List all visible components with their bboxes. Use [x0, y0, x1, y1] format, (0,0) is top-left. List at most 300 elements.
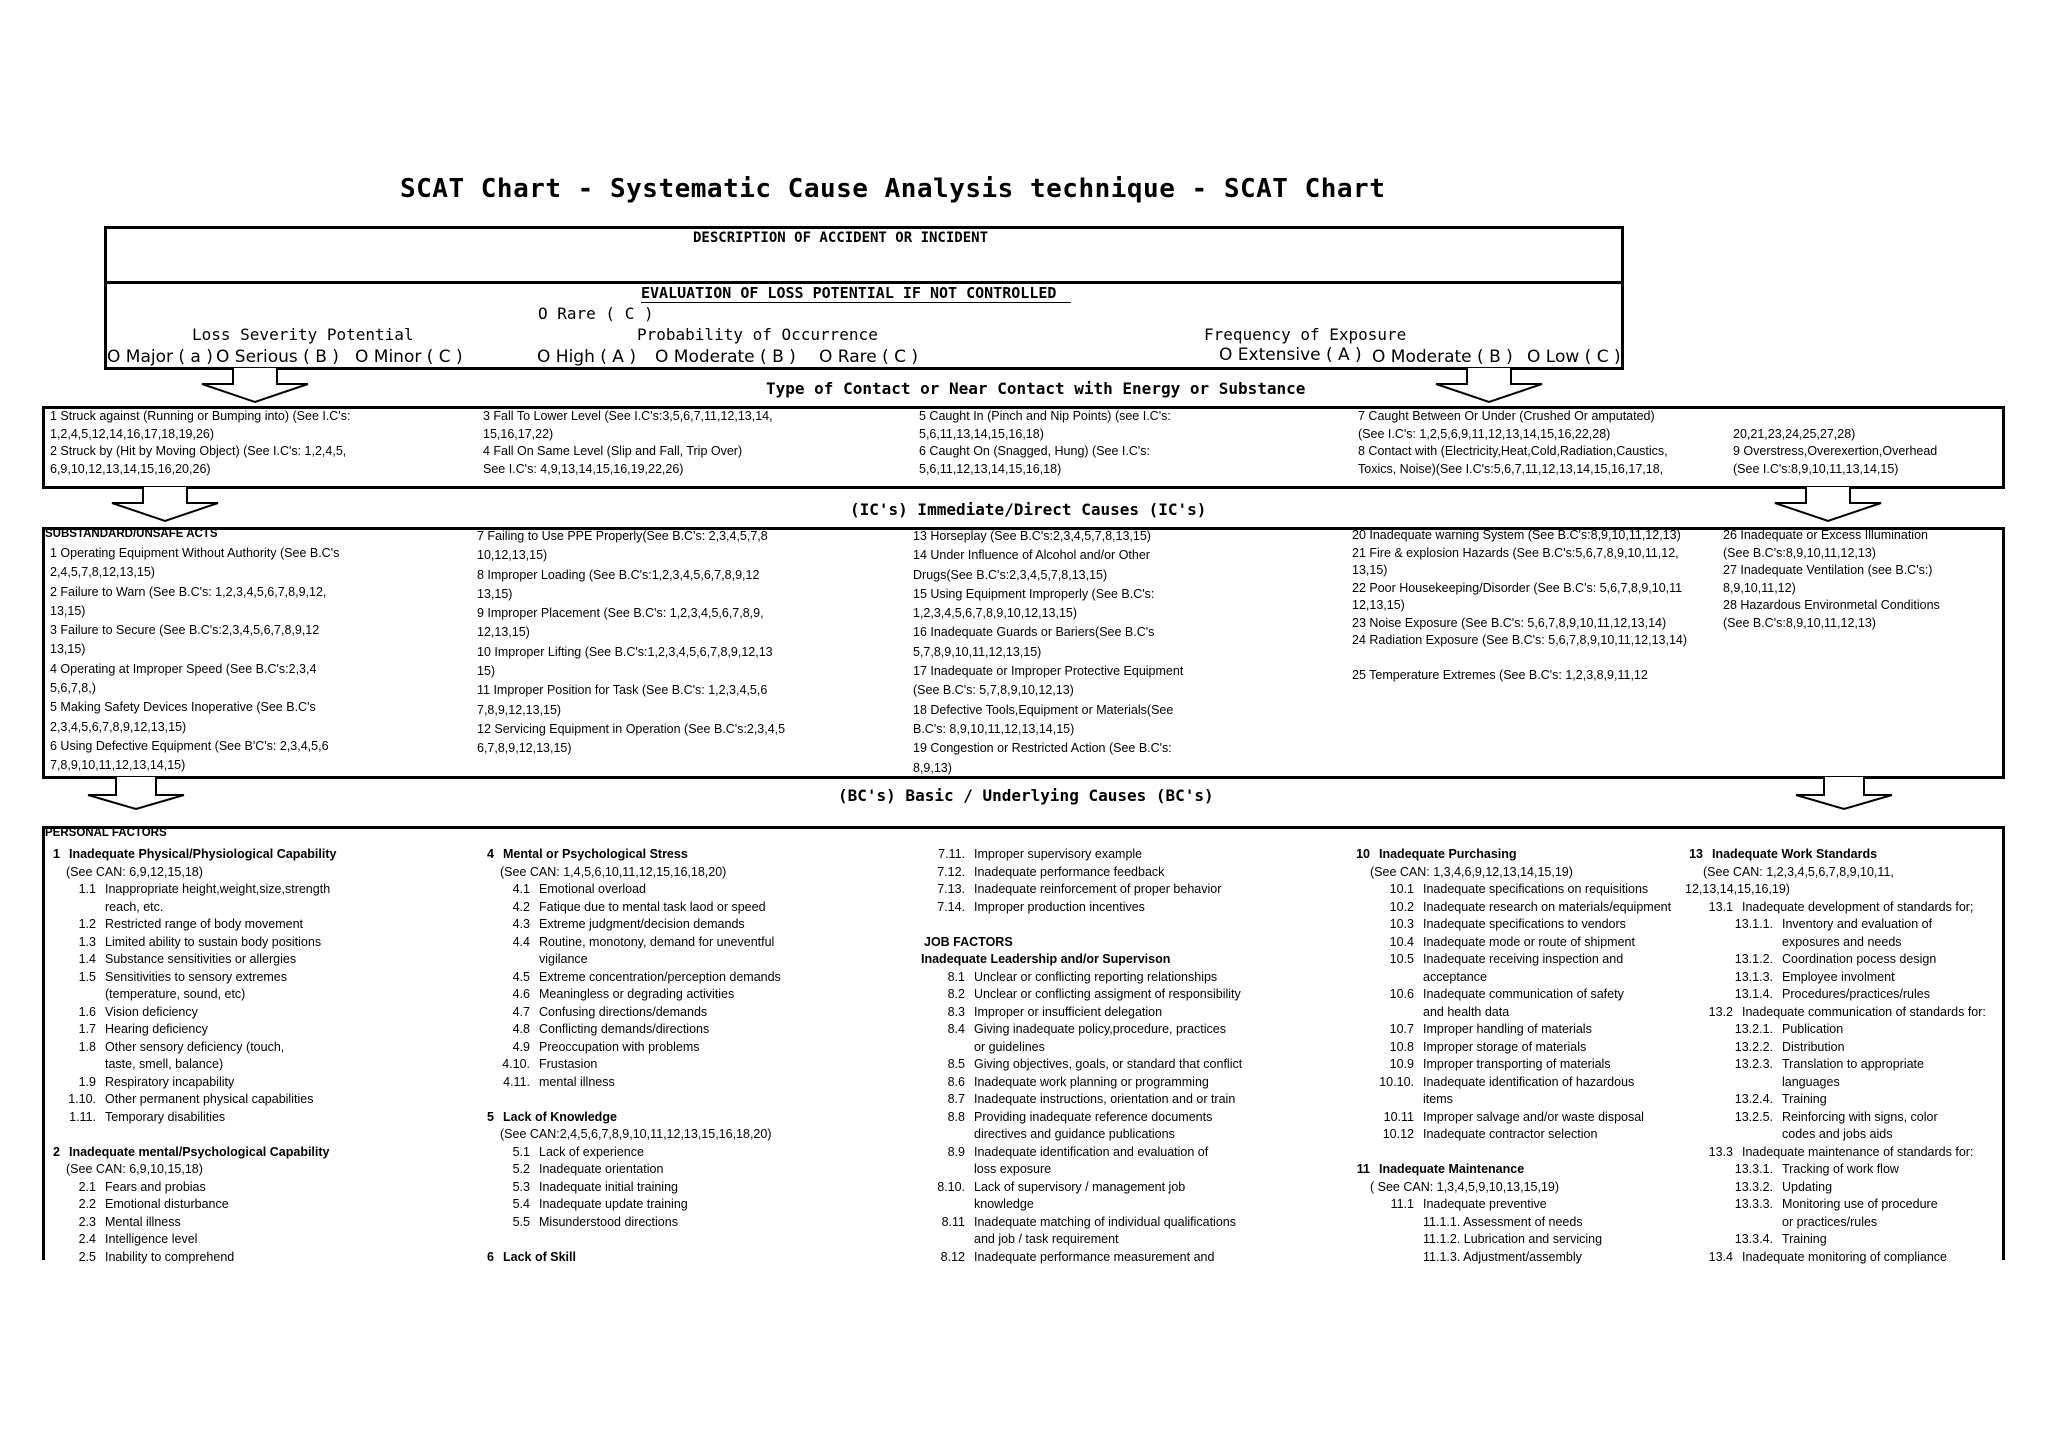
cause-item: [903, 1004, 1242, 1022]
cause-item: [1685, 1179, 1986, 1197]
cause-item: [482, 1056, 781, 1074]
cause-item: [482, 1161, 781, 1179]
evaluation-header: EVALUATION OF LOSS POTENTIAL IF NOT CONTROLLED: [641, 284, 1057, 302]
cause-item: [482, 864, 781, 882]
cause-item: [1685, 969, 1986, 987]
cause-item: [48, 1214, 336, 1232]
cause-item: [1685, 1126, 1986, 1144]
down-arrow-icon: [86, 777, 186, 811]
cause-item: [482, 1196, 781, 1214]
cause-text: Reinforcing with signs, color: [1782, 1109, 1938, 1124]
cause-text: Inadequate Work Standards: [1712, 847, 1878, 861]
cause-item: [903, 1231, 1242, 1249]
cause-item: [1685, 916, 1986, 934]
cause-number: 10.4: [1389, 934, 1414, 949]
cause-number: 2.4: [78, 1232, 96, 1246]
cause-text: Meaningless or degrading activities: [539, 987, 735, 1001]
probability-label: Probability of Occurrence: [637, 325, 878, 344]
cause-item: [482, 1126, 781, 1144]
cause-number: 6: [487, 1249, 494, 1264]
cause-text: Providing inadequate reference documents: [974, 1109, 1213, 1124]
contact-header: Type of Contact or Near Contact with Energy or Substance: [766, 379, 1306, 398]
cause-number: 1.9: [78, 1074, 96, 1089]
cause-number: 4.6: [512, 987, 530, 1001]
cause-number: 10.10.: [1379, 1074, 1414, 1089]
cause-item: [1685, 1196, 1986, 1214]
ic-column-2: 7 Failing to Use PPE Properly(See B.C's: 2,3,4,5,7,8 10,12,13,15) 8 Improper Loading (See B.C's:1,2,3,4,5,6,7,8,9,12 13,15) 9 Improper Placement (See B.C's: 1,2,3,4,5,6,7,8,9, 12,13,15) 10 Improper Lifting (See B.C's:1,2,3,4,5,6,7,8,9,12,13 15) 11 Improper Position for Task (See B.C's: 1,2,3,4,5,6 7,8,9,12,13,15) 12 Servicing Equipment in Operation (See B.C's:2,3,4,5 6,7,8,9,12,13,15): [477, 529, 786, 756]
cause-number: 4.7: [512, 1004, 530, 1019]
cause-number: 13.3.1.: [1734, 1162, 1773, 1176]
cause-text: Preoccupation with problems: [539, 1039, 700, 1054]
cause-number: 13.3.2.: [1734, 1179, 1773, 1194]
cause-item: [48, 1179, 336, 1197]
cause-text: acceptance: [1423, 969, 1487, 984]
cause-text: Inability to comprehend: [105, 1249, 235, 1264]
cause-item: [1685, 1249, 1986, 1267]
cause-number: 10.3: [1389, 917, 1414, 931]
cause-number: 1.4: [78, 952, 96, 966]
cause-number: 8.5: [947, 1057, 965, 1071]
evaluation-header-underline: [641, 302, 1071, 303]
cause-text: Publication: [1782, 1022, 1844, 1036]
cause-text: Lack of Skill: [503, 1249, 576, 1264]
cause-item: [1685, 846, 1986, 864]
cause-item: [482, 1231, 781, 1249]
cause-text: and health data: [1423, 1004, 1510, 1019]
cause-text: Inadequate identification of hazardous: [1423, 1074, 1635, 1089]
cause-item: [48, 1231, 336, 1249]
cause-number: 1: [53, 847, 60, 861]
cause-item: [48, 1004, 336, 1022]
cause-text: (See CAN: 1,2,3,4,5,6,7,8,9,10,11,: [1703, 864, 1894, 879]
cause-number: 13.2.5.: [1734, 1109, 1773, 1124]
bc-column-5: [1685, 846, 1986, 1266]
cause-number: 2.3: [78, 1214, 96, 1229]
cause-text: Inadequate development of standards for;: [1742, 899, 1974, 914]
cause-item: [1685, 1109, 1986, 1127]
cause-item: [1352, 969, 1671, 987]
down-arrow-icon: [1434, 368, 1544, 404]
cause-number: 8.8: [947, 1109, 965, 1124]
probability-option-moderate[interactable]: O Moderate ( B ): [655, 347, 796, 367]
cause-item: [1352, 1144, 1671, 1162]
ic-column-4: 20 Inadequate warning System (See B.C's:8,9,10,11,12,13) 21 Fire & explosion Hazards (See B.C's:5,6,7,8,9,10,11,12, 13,15) 22 Poor Housekeeping/Disorder (See B.C's: 5,6,7,8,9,10,11 12,13,15) 23 Noise Exposure (See B.C's: 5,6,7,8,9,10,11,12,13,14) 24 Radiation Exposure (See B.C's: 5,6,7,8,9,10,11,12,13,14) 25 Temperature Extremes (See B.C's: 1,2,3,8,9,11,12: [1352, 528, 1688, 682]
cause-text: 12,13,14,15,16,19): [1685, 882, 1790, 896]
cause-number: 8.1: [947, 969, 965, 984]
cause-item: [1352, 1196, 1671, 1214]
cause-text: Inadequate Physical/Physiological Capability: [69, 847, 337, 861]
cause-text: Extreme concentration/perception demands: [539, 969, 781, 984]
cause-number: 4.10.: [502, 1057, 530, 1071]
cause-text: Fatique due to mental task laod or speed: [539, 899, 766, 914]
cause-number: 5.5: [512, 1214, 530, 1229]
cause-item: [1685, 1144, 1986, 1162]
cause-text: Training: [1782, 1092, 1827, 1106]
cause-text: Inadequate receiving inspection and: [1423, 952, 1624, 966]
cause-number: 4.3: [512, 917, 530, 931]
cause-item: [903, 1021, 1242, 1039]
cause-item: [48, 1056, 336, 1074]
cause-item: [1352, 1039, 1671, 1057]
cause-item: [482, 1074, 781, 1092]
cause-text: Inadequate research on materials/equipment: [1423, 899, 1672, 914]
cause-text: or guidelines: [974, 1039, 1045, 1054]
cause-item: [1685, 986, 1986, 1004]
cause-number: 13.3: [1708, 1144, 1733, 1159]
cause-item: [482, 846, 781, 864]
cause-text: Inadequate specifications to vendors: [1423, 917, 1626, 931]
cause-number: 10.12: [1382, 1127, 1414, 1141]
cause-item: [1685, 934, 1986, 952]
contact-column-4: 7 Caught Between Or Under (Crushed Or amputated) (See I.C's: 1,2,5,6,9,11,12,13,14,15,16,22,28) 8 Contact with (Electricity,Heat,Cold,Radiation,Caustics, Toxics, Noise)(See I.C's:5,6,7,11,12,13,14,15,16,17,18,: [1358, 409, 1668, 476]
cause-number: 1.7: [78, 1022, 96, 1036]
cause-text: exposures and needs: [1782, 934, 1902, 949]
down-arrow-icon: [200, 368, 310, 404]
cause-number: 10.1: [1389, 882, 1414, 896]
cause-number: 1.5: [78, 969, 96, 984]
cause-item: [48, 916, 336, 934]
cause-item: [1352, 1249, 1671, 1267]
cause-item: [903, 899, 1242, 917]
cause-text: Employee involment: [1782, 969, 1895, 984]
cause-text: Inadequate orientation: [539, 1162, 664, 1176]
cause-text: Improper salvage and/or waste disposal: [1423, 1109, 1644, 1124]
cause-text: and job / task requirement: [974, 1232, 1119, 1246]
cause-text: Inappropriate height,weight,size,strength: [105, 882, 331, 896]
cause-number: 10.9: [1389, 1057, 1414, 1071]
cause-item: [903, 846, 1242, 864]
cause-item: [48, 1196, 336, 1214]
cause-item: [903, 1144, 1242, 1162]
cause-number: 4.9: [512, 1039, 530, 1054]
cause-item: [1352, 1021, 1671, 1039]
bc-column-2: [482, 846, 781, 1266]
cause-item: [1685, 1039, 1986, 1057]
cause-number: 11.1: [1390, 1197, 1414, 1211]
cause-text: Inadequate mental/Psychological Capability: [69, 1144, 330, 1159]
cause-number: 13.1.2.: [1734, 952, 1773, 966]
cause-text: Misunderstood directions: [539, 1214, 678, 1229]
cause-text: Inadequate matching of individual qualifications: [974, 1214, 1236, 1229]
cause-number: 8.3: [947, 1004, 965, 1019]
cause-number: 10.2: [1389, 899, 1414, 914]
cause-number: 13: [1689, 847, 1703, 861]
cause-text: Vision deficiency: [105, 1004, 198, 1019]
cause-text: Inadequate initial training: [539, 1179, 678, 1194]
cause-item: [48, 1109, 336, 1127]
cause-number: 10.6: [1389, 987, 1414, 1001]
cause-item: [1352, 1161, 1671, 1179]
cause-item: [1352, 1126, 1671, 1144]
cause-number: 8.6: [947, 1074, 965, 1089]
cause-text: Unclear or conflicting assigment of responsibility: [974, 987, 1241, 1001]
cause-number: 5: [487, 1109, 494, 1124]
cause-number: 13.2.2.: [1734, 1039, 1773, 1054]
cause-text: Limited ability to sustain body positions: [105, 934, 322, 949]
cause-text: Lack of experience: [539, 1144, 644, 1159]
cause-text: Confusing directions/demands: [539, 1004, 708, 1019]
cause-item: [1685, 1074, 1986, 1092]
cause-number: 10: [1356, 847, 1370, 861]
cause-number: 2.5: [78, 1249, 96, 1264]
bc-column-3: [903, 846, 1242, 1266]
cause-item: [482, 1039, 781, 1057]
cause-number: 8.9: [947, 1144, 965, 1159]
cause-item: [482, 1004, 781, 1022]
cause-text: Inadequate communication of standards for:: [1742, 1004, 1986, 1019]
cause-number: 5.3: [512, 1179, 530, 1194]
cause-item: [903, 916, 1242, 934]
cause-number: 2.1: [78, 1179, 96, 1194]
cause-item: [48, 934, 336, 952]
contact-column-5: 20,21,23,24,25,27,28) 9 Overstress,Overexertion,Overhead (See I.C's:8,9,10,11,13,14,15): [1733, 426, 1938, 476]
cause-item: [48, 899, 336, 917]
cause-text: taste, smell, balance): [105, 1057, 224, 1071]
cause-item: [903, 1074, 1242, 1092]
cause-item: [482, 916, 781, 934]
cause-item: [903, 1056, 1242, 1074]
cause-text: Intelligence level: [105, 1232, 198, 1246]
cause-item: [1352, 1214, 1671, 1232]
cause-text: Coordination pocess design: [1782, 952, 1937, 966]
cause-item: [48, 1039, 336, 1057]
cause-text: Temporary disabilities: [105, 1109, 226, 1124]
cause-item: [903, 1091, 1242, 1109]
cause-number: 2: [53, 1144, 60, 1159]
cause-text: (See CAN: 1,3,4,6,9,12,13,14,15,19): [1370, 864, 1573, 879]
cause-item: [48, 1021, 336, 1039]
cause-number: 1.3: [78, 934, 96, 949]
severity-option-minor[interactable]: O Minor ( C ): [355, 347, 463, 367]
cause-item: [48, 1161, 336, 1179]
cause-text: Inadequate mode or route of shipment: [1423, 934, 1635, 949]
cause-text: Inadequate instructions, orientation and or train: [974, 1092, 1236, 1106]
severity-label: Loss Severity Potential: [192, 325, 414, 344]
cause-number: 5.2: [512, 1162, 530, 1176]
cause-item: [482, 1214, 781, 1232]
cause-item: [903, 1039, 1242, 1057]
cause-item: [1352, 1109, 1671, 1127]
cause-item: [1685, 1161, 1986, 1179]
cause-item: [482, 1179, 781, 1197]
cause-item: [48, 846, 336, 864]
cause-text: Tracking of work flow: [1782, 1162, 1899, 1176]
immediate-causes-header: (IC's) Immediate/Direct Causes (IC's): [850, 500, 1207, 519]
cause-text: Inadequate Leadership and/or Supervison: [921, 952, 1171, 966]
cause-item: [903, 1249, 1242, 1267]
cause-item: [1685, 1056, 1986, 1074]
cause-item: [1352, 934, 1671, 952]
cause-text: Inadequate specifications on requisitions: [1423, 882, 1649, 896]
personal-factors-label: PERSONAL FACTORS: [45, 827, 167, 839]
job-factors-label: JOB FACTORS: [924, 934, 1013, 949]
cause-text: Respiratory incapability: [105, 1074, 235, 1089]
cause-text: (temperature, sound, etc): [105, 987, 246, 1001]
cause-text: 11.1.1. Assessment of needs: [1423, 1214, 1583, 1229]
cause-item: [1352, 1231, 1671, 1249]
cause-text: Training: [1782, 1232, 1827, 1246]
cause-number: 7.12.: [937, 864, 965, 879]
cause-text: Lack of Knowledge: [503, 1109, 617, 1124]
cause-item: [48, 1126, 336, 1144]
severity-option-major[interactable]: O Major ( a ): [107, 347, 213, 367]
cause-number: 2.2: [78, 1197, 96, 1211]
cause-number: 13.2.1.: [1734, 1022, 1773, 1036]
cause-number: 10.5: [1389, 952, 1414, 966]
cause-item: [903, 1161, 1242, 1179]
cause-text: Inadequate maintenance of standards for:: [1742, 1144, 1974, 1159]
cause-number: 7.13.: [937, 882, 965, 896]
cause-number: 13.1.3.: [1734, 969, 1773, 984]
page-title: SCAT Chart - Systematic Cause Analysis technique - SCAT Chart: [400, 174, 1386, 204]
cause-text: (See CAN: 1,4,5,6,10,11,12,15,16,18,20): [500, 864, 727, 879]
cause-item: [1685, 899, 1986, 917]
cause-item: [1685, 1231, 1986, 1249]
frequency-label: Frequency of Exposure: [1204, 325, 1407, 344]
frequency-option-extensive[interactable]: O Extensive ( A ): [1219, 345, 1362, 365]
cause-text: Inadequate performance feedback: [974, 864, 1165, 879]
cause-text: Inadequate reinforcement of proper behavior: [974, 882, 1222, 896]
cause-number: 13.2: [1708, 1004, 1733, 1019]
cause-text: Distribution: [1782, 1039, 1845, 1054]
frequency-option-low[interactable]: O Low ( C ): [1527, 347, 1621, 367]
cause-number: 8.4: [947, 1022, 965, 1036]
cause-text: languages: [1782, 1074, 1840, 1089]
cause-text: Sensitivities to sensory extremes: [105, 969, 288, 984]
cause-item: [903, 951, 1242, 969]
cause-number: 10.11: [1383, 1109, 1414, 1124]
cause-text: Extreme judgment/decision demands: [539, 917, 745, 931]
probability-option-rare[interactable]: O Rare ( C ): [819, 347, 919, 367]
cause-number: 7.14.: [937, 899, 965, 914]
cause-item: [1685, 1021, 1986, 1039]
cause-item: [903, 864, 1242, 882]
cause-text: reach, etc.: [105, 899, 164, 914]
cause-item: [903, 1214, 1242, 1232]
cause-number: 10.8: [1389, 1039, 1414, 1054]
cause-item: [482, 1021, 781, 1039]
cause-text: Inadequate Purchasing: [1379, 847, 1517, 861]
cause-item: [903, 1126, 1242, 1144]
description-header: DESCRIPTION OF ACCIDENT OR INCIDENT: [693, 230, 989, 246]
cause-item: [903, 969, 1242, 987]
down-arrow-icon: [1794, 777, 1894, 811]
cause-item: [482, 951, 781, 969]
cause-item: [903, 1179, 1242, 1197]
cause-number: 4.5: [512, 969, 530, 984]
cause-item: [1685, 864, 1986, 882]
cause-number: 13.1: [1708, 899, 1733, 914]
cause-text: Mental or Psychological Stress: [503, 847, 688, 861]
cause-item: [482, 1144, 781, 1162]
down-arrow-icon: [110, 487, 220, 523]
cause-number: 13.2.4.: [1734, 1092, 1773, 1106]
cause-item: [1352, 881, 1671, 899]
cause-item: [48, 951, 336, 969]
cause-text: Inadequate communication of safety: [1423, 987, 1624, 1001]
cause-text: Improper supervisory example: [974, 847, 1143, 861]
cause-item: [482, 969, 781, 987]
ic-column-5: 26 Inadequate or Excess Illumination (See B.C's:8,9,10,11,12,13) 27 Inadequate Ventilation (see B.C's:) 8,9,10,11,12) 28 Hazardous Environmetal Conditions (See B.C's:8,9,10,11,12,13): [1723, 528, 1940, 630]
cause-text: knowledge: [974, 1197, 1034, 1211]
cause-item: [903, 1109, 1242, 1127]
cause-text: Frustasion: [539, 1057, 598, 1071]
cause-item: [1352, 951, 1671, 969]
cause-text: (See CAN: 6,9,12,15,18): [66, 864, 203, 879]
cause-text: loss exposure: [974, 1162, 1052, 1176]
cause-text: Inadequate Maintenance: [1379, 1162, 1525, 1176]
cause-item: [1352, 864, 1671, 882]
cause-number: 13.1.4.: [1734, 987, 1773, 1001]
cause-number: 13.2.3.: [1734, 1057, 1773, 1071]
cause-item: [1685, 881, 1986, 899]
cause-number: 4.1: [512, 882, 530, 896]
cause-item: [903, 934, 1242, 952]
cause-item: [1352, 986, 1671, 1004]
cause-number: 10.7: [1389, 1022, 1414, 1036]
cause-text: Inadequate contractor selection: [1423, 1127, 1598, 1141]
cause-item: [1352, 846, 1671, 864]
cause-number: 1.11.: [69, 1109, 96, 1124]
bc-column-4: [1352, 846, 1671, 1266]
cause-number: 8.12: [940, 1249, 965, 1264]
severity-option-serious[interactable]: O Serious ( B ): [216, 347, 339, 367]
cause-text: Translation to appropriate: [1782, 1057, 1924, 1071]
stray-rare-label: O Rare ( C ): [538, 304, 654, 323]
cause-number: 13.3.4.: [1734, 1232, 1773, 1246]
cause-item: [48, 1249, 336, 1267]
cause-item: [482, 1091, 781, 1109]
cause-item: [48, 864, 336, 882]
cause-number: 1.8: [78, 1039, 96, 1054]
cause-item: [48, 969, 336, 987]
cause-number: 4.4: [512, 934, 530, 949]
ic-column-3: 13 Horseplay (See B.C's:2,3,4,5,7,8,13,15) 14 Under Influence of Alcohol and/or Other Drugs(See B.C's:2,3,4,5,7,8,13,15) 15 Using Equipment Improperly (See B.C's: 1,2,3,4,5,6,7,8,9,10,12,13,15) 16 Inadequate Guards or Bariers(See B.C's 5,7,8,9,10,11,12,13,15) 17 Inadequate or Improper Protective Equipment (See B.C's: 5,7,8,9,10,12,13) 18 Defective Tools,Equipment or Materials(See B.C's: 8,9,10,11,12,13,14,15) 19 Congestion or Restricted Action (See B.C's: 8,9,13): [913, 529, 1184, 775]
cause-item: [482, 1109, 781, 1127]
cause-item: [48, 1074, 336, 1092]
cause-item: [1685, 1214, 1986, 1232]
cause-number: 4.2: [512, 899, 530, 914]
cause-number: 1.1: [78, 882, 96, 896]
cause-item: [903, 986, 1242, 1004]
cause-number: 8.7: [947, 1092, 965, 1106]
cause-text: Restricted range of body movement: [105, 917, 304, 931]
cause-text: Improper transporting of materials: [1423, 1057, 1611, 1071]
cause-text: mental illness: [539, 1074, 615, 1089]
frequency-option-moderate[interactable]: O Moderate ( B ): [1372, 347, 1513, 367]
cause-item: [48, 1091, 336, 1109]
cause-text: Improper storage of materials: [1423, 1039, 1587, 1054]
basic-causes-header: (BC's) Basic / Underlying Causes (BC's): [838, 786, 1214, 805]
cause-text: Monitoring use of procedure: [1782, 1197, 1938, 1211]
down-arrow-icon: [1773, 487, 1883, 523]
probability-option-high[interactable]: O High ( A ): [537, 347, 636, 367]
cause-text: vigilance: [539, 952, 588, 966]
cause-item: [1685, 1004, 1986, 1022]
cause-text: Inadequate monitoring of compliance: [1742, 1249, 1947, 1264]
ic-column-1: 1 Operating Equipment Without Authority (See B.C's 2,4,5,7,8,12,13,15) 2 Failure to Warn (See B.C's: 1,2,3,4,5,6,7,8,9,12, 13,15) 3 Failure to Secure (See B.C's:2,3,4,5,6,7,8,9,12 13,15) 4 Operating at Improper Speed (See B.C's:2,3,4 5,6,7,8,) 5 Making Safety Devices Inoperative (See B.C's 2,3,4,5,6,7,8,9,12,13,15) 6 Using Defective Equipment (See B'C's: 2,3,4,5,6 7,8,9,10,11,12,13,14,15): [50, 546, 340, 773]
cause-text: Mental illness: [105, 1214, 181, 1229]
cause-item: [1352, 1179, 1671, 1197]
cause-item: [903, 881, 1242, 899]
cause-text: 11.1.2. Lubrication and servicing: [1423, 1232, 1603, 1246]
cause-text: 11.1.3. Adjustment/assembly: [1423, 1249, 1582, 1264]
cause-item: [1685, 951, 1986, 969]
cause-text: Updating: [1782, 1179, 1833, 1194]
cause-number: 7.11.: [938, 847, 965, 861]
cause-text: ( See CAN: 1,3,4,5,9,10,13,15,19): [1370, 1179, 1560, 1194]
cause-text: Giving objectives, goals, or standard that conflict: [974, 1057, 1243, 1071]
